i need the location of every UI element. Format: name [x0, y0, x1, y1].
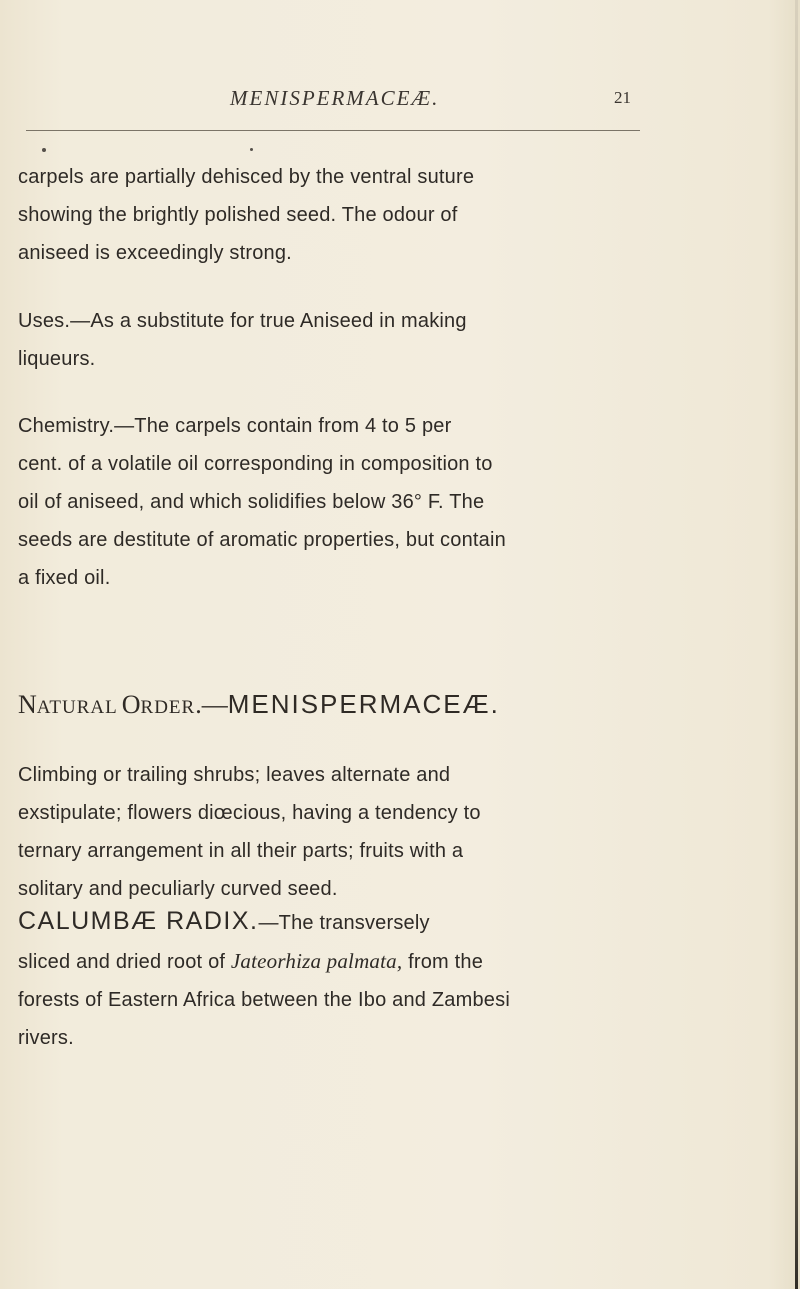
paragraph-chemistry	[18, 407, 658, 597]
ink-speck	[250, 148, 253, 151]
text-line: solitary and peculiarly curved seed.	[18, 878, 338, 900]
natural-order-heading	[18, 689, 500, 720]
heading-initial: N	[18, 690, 37, 719]
text-line	[18, 407, 658, 445]
text-line: cent. of a volatile oil corresponding in composition to	[18, 453, 493, 475]
calumbae-text: —The transversely	[258, 912, 430, 934]
species-name: Jateorhiza palmata,	[230, 949, 403, 973]
page-edge	[795, 0, 798, 1289]
chemistry-label: Chemistry.	[18, 415, 115, 437]
text-line: carpels are partially dehisced by the ventral suture	[18, 166, 475, 188]
page-number: 21	[614, 88, 631, 107]
chemistry-text: —The carpels contain from 4 to 5 per	[114, 415, 452, 437]
paragraph-carpels	[18, 158, 658, 272]
heading-initial: O	[121, 690, 141, 719]
text-span: sliced and dried root of	[18, 951, 231, 973]
order-name: MENISPERMACEÆ.	[227, 689, 500, 719]
text-line: Climbing or trailing shrubs; leaves alternate and	[18, 764, 451, 786]
text-line: liqueurs.	[18, 348, 96, 370]
paragraph-calumbae	[18, 902, 658, 1057]
text-line: exstipulate; flowers diœcious, having a tendency to	[18, 802, 481, 824]
text-line: seeds are destitute of aromatic properties, but contain	[18, 529, 506, 551]
text-line: forests of Eastern Africa between the Ibo and Zambesi	[18, 989, 510, 1011]
text-line: oil of aniseed, and which solidifies below 36° F. The	[18, 491, 485, 513]
text-line: showing the brightly polished seed. The odour of	[18, 204, 458, 226]
text-span: from the	[402, 951, 484, 973]
text-line: aniseed is exceedingly strong.	[18, 242, 292, 264]
drug-name: CALUMBÆ RADIX.	[18, 907, 259, 935]
uses-label: Uses.	[18, 310, 71, 332]
uses-text: —As a substitute for true Aniseed in making	[70, 310, 467, 332]
text-line: ternary arrangement in all their parts; fruits with a	[18, 840, 464, 862]
header-rule	[26, 130, 640, 131]
text-line: rivers.	[18, 1027, 74, 1049]
text-line	[18, 942, 658, 981]
page-header	[0, 86, 800, 116]
text-line	[18, 302, 658, 340]
text-line	[18, 902, 658, 942]
running-head: MENISPERMACEÆ.	[230, 86, 440, 110]
paragraph-uses	[18, 302, 658, 378]
text-line: a fixed oil.	[18, 567, 111, 589]
heading-small-caps: ATURAL	[36, 697, 118, 718]
heading-dash: .—	[195, 690, 228, 719]
heading-small-caps: RDER	[140, 697, 196, 718]
ink-speck	[42, 148, 46, 152]
paragraph-order-description	[18, 756, 658, 908]
